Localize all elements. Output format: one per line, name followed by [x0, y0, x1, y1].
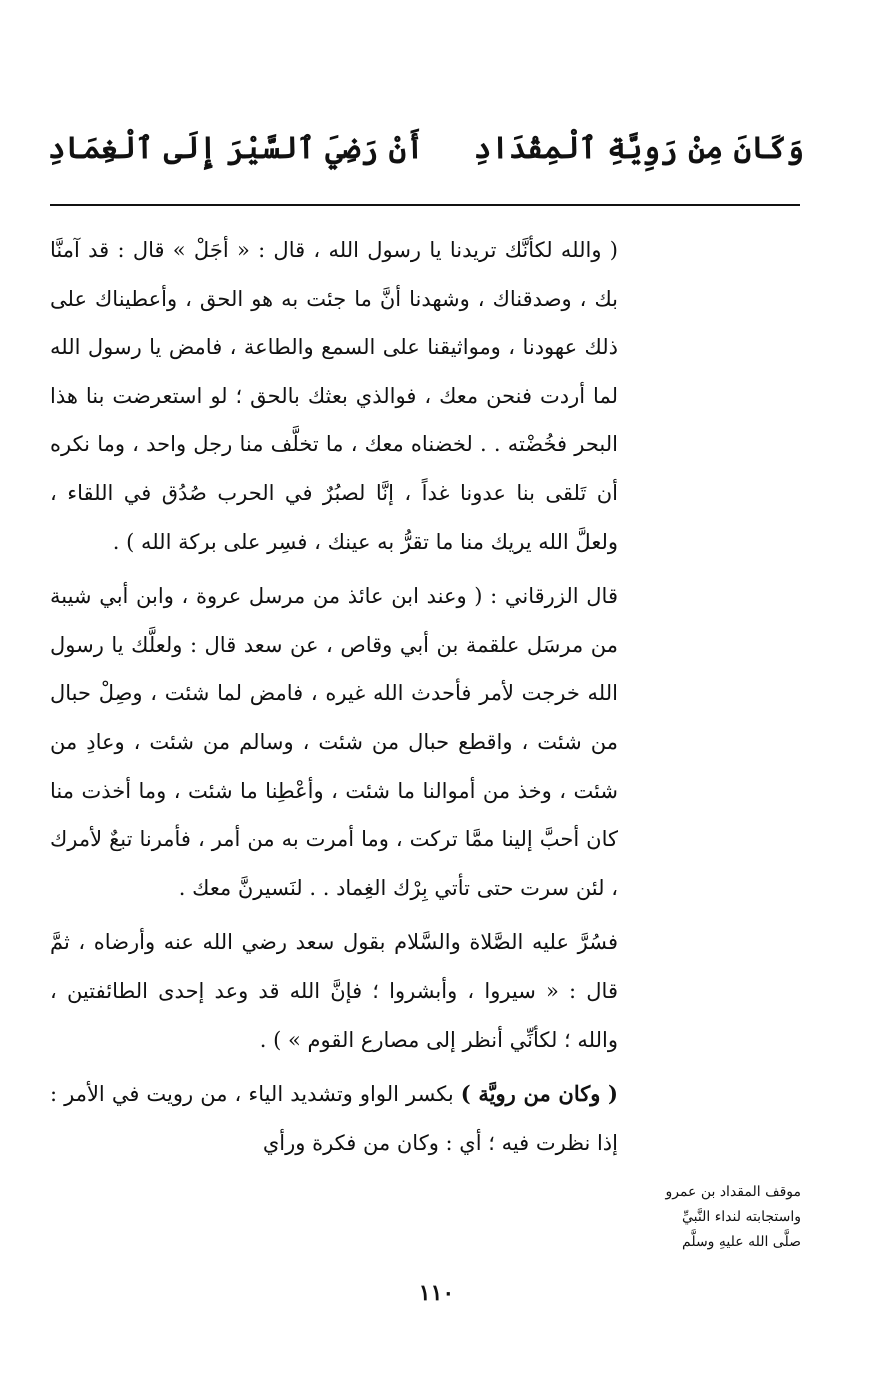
paragraph-zurqani-quote: قال الزرقاني : ( وعند ابن عائذ من مرسل عروة ، وابن أبي شيبة من مرسَل علقمة بن أبي وقاص ، عن سعد قال : ولعلَّك يا رسول الله خرجت لأمر فأحدث الله غيره ، فامض لما شئت ، وصِلْ حبال من شئت ، واقطع حبال من شئت ، وسالم من شئت ، وعادِ من شئت ، وخذ من أموالنا ما شئت ، وأعْطِنا ما شئت ، وما أخذت منا كان أحبَّ إلينا ممَّا تركت ، وما أمرت به من أمر ، فأمرنا تبعٌ لأمرك ، لئن سرت حتى تأتي بِرْك الغِماد . . لنَسيرنَّ معك . — [50, 584, 618, 900]
header-divider — [50, 204, 800, 206]
paragraph-prophet-response: فسُرَّ عليه الصَّلاة والسَّلام بقول سعد رضي الله عنه وأرضاه ، ثمَّ قال : « سيروا ، وأبشروا ؛ فإنَّ الله قد وعد إحدى الطائفتين ، والله ؛ لكأنِّي أنظر إلى مصارع القوم » ) . — [50, 930, 618, 1052]
commentary-term: ( وكان من رويَّة ) — [460, 1081, 618, 1107]
margin-note-line: واستجابته لنداء النَّبيِّ — [681, 1209, 801, 1225]
body-text — [50, 226, 618, 1167]
paragraph-miqdad-speech: ( والله لكأنَّك تريدنا يا رسول الله ، قال : « أجَلْ » قال : قد آمنَّا بك ، وصدقناك ، وشهدنا أنَّ ما جئت به هو الحق ، وأعطيناك على ذلك عهودنا ، ومواثيقنا على السمع والطاعة ، فامض يا رسول الله لما أردت فنحن معك ، فوالذي بعثك بالحق ؛ لو استعرضت بنا هذا البحر فخُضْته . . لخضناه معك ، ما تخلَّف منا رجل واحد ، وما نكره أن تَلقى بنا عدونا غداً ، إنَّا لصبُرٌ في الحرب صُدُق في اللقاء ، ولعلَّ الله يريك منا ما تقرُّ به عينك ، فسِر على بركة الله ) . — [50, 238, 618, 554]
verse-second-hemistich: أَنْ رَضِيَ ٱلسَّيْرَ إِلَى ٱلْغِمَادِ — [48, 131, 424, 166]
paragraph-commentary — [50, 1070, 618, 1167]
commentary-explanation: بكسر الواو وتشديد الياء ، من رويت في الأمر : إذا نظرت فيه ؛ أي : وكان من فكرة ورأي — [50, 1082, 618, 1155]
verse-header — [48, 128, 804, 170]
margin-note-line: صلَّى الله عليهِ وسلَّم — [682, 1234, 801, 1250]
page-number: ١١٠ — [418, 1280, 455, 1306]
margin-note — [641, 1180, 801, 1255]
margin-note-line: موقف المقداد بن عمرو — [665, 1184, 801, 1200]
verse-first-hemistich: وَكَانَ مِنْ رَوِيَّةِ ٱلْمِقْدَادِ — [473, 131, 804, 166]
